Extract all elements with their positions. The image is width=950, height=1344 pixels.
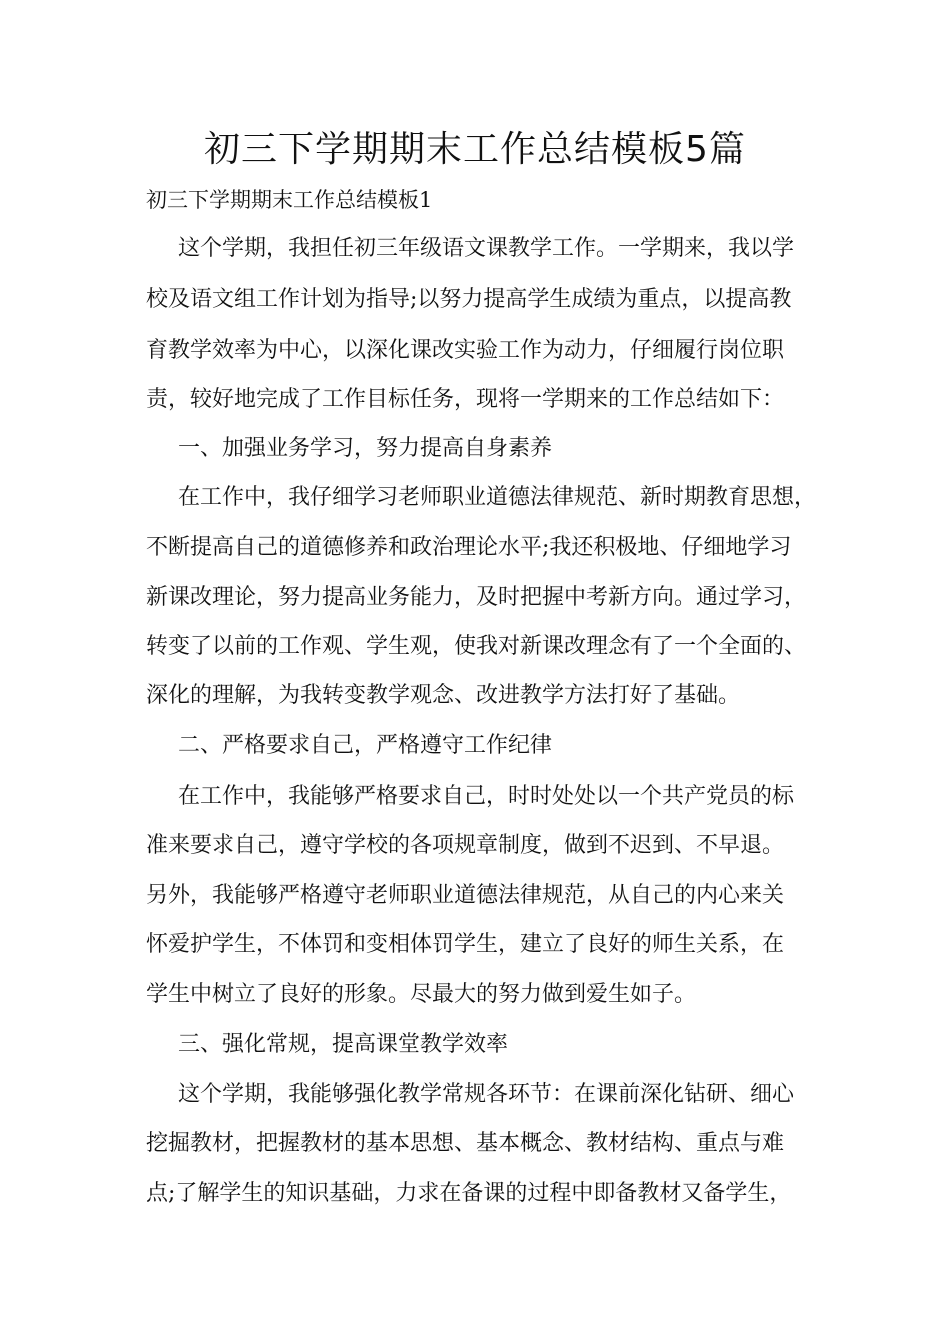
document-title: 初三下学期期末工作总结模板5篇 bbox=[204, 129, 746, 170]
paragraph-line: 学生中树立了良好的形象。尽最大的努力做到爱生如子。 bbox=[146, 982, 697, 1007]
paragraph-line: 怀爱护学生，不体罚和变相体罚学生，建立了良好的师生关系，在 bbox=[146, 932, 785, 957]
paragraph-line: 不断提高自己的道德修养和政治理论水平;我还积极地、仔细地学习 bbox=[146, 535, 792, 560]
paragraph-line: 校及语文组工作计划为指导;以努力提高学生成绩为重点，以提高教 bbox=[146, 287, 792, 312]
paragraph-line: 新课改理论，努力提高业务能力，及时把握中考新方向。通过学习， bbox=[146, 585, 807, 610]
paragraph-line: 在工作中，我仔细学习老师职业道德法律规范、新时期教育思想， bbox=[178, 485, 817, 510]
paragraph-line: 挖掘教材，把握教材的基本思想、基本概念、教材结构、重点与难 bbox=[146, 1131, 785, 1156]
section-subtitle: 初三下学期期末工作总结模板1 bbox=[146, 188, 433, 212]
section-heading: 二、严格要求自己，严格遵守工作纪律 bbox=[178, 733, 553, 758]
paragraph-line: 育教学效率为中心，以深化课改实验工作为动力，仔细履行岗位职 bbox=[146, 338, 785, 363]
paragraph-line: 深化的理解，为我转变教学观念、改进教学方法打好了基础。 bbox=[146, 683, 741, 708]
paragraph-line: 另外，我能够严格遵守老师职业道德法律规范，从自己的内心来关 bbox=[146, 883, 785, 908]
paragraph-line: 点;了解学生的知识基础，力求在备课的过程中即备教材又备学生， bbox=[146, 1181, 792, 1206]
paragraph-line: 这个学期，我能够强化教学常规各环节：在课前深化钻研、细心 bbox=[178, 1082, 795, 1107]
paragraph-line: 责，较好地完成了工作目标任务，现将一学期来的工作总结如下： bbox=[146, 387, 785, 412]
paragraph-line: 准来要求自己，遵守学校的各项规章制度，做到不迟到、不早退。 bbox=[146, 833, 785, 858]
section-heading: 三、强化常规，提高课堂教学效率 bbox=[178, 1032, 509, 1057]
paragraph-line: 转变了以前的工作观、学生观，使我对新课改理念有了一个全面的、 bbox=[146, 634, 807, 659]
section-heading: 一、加强业务学习，努力提高自身素养 bbox=[178, 436, 553, 461]
paragraph-line: 这个学期，我担任初三年级语文课教学工作。一学期来，我以学 bbox=[178, 236, 795, 261]
paragraph-line: 在工作中，我能够严格要求自己，时时处处以一个共产党员的标 bbox=[178, 784, 795, 809]
